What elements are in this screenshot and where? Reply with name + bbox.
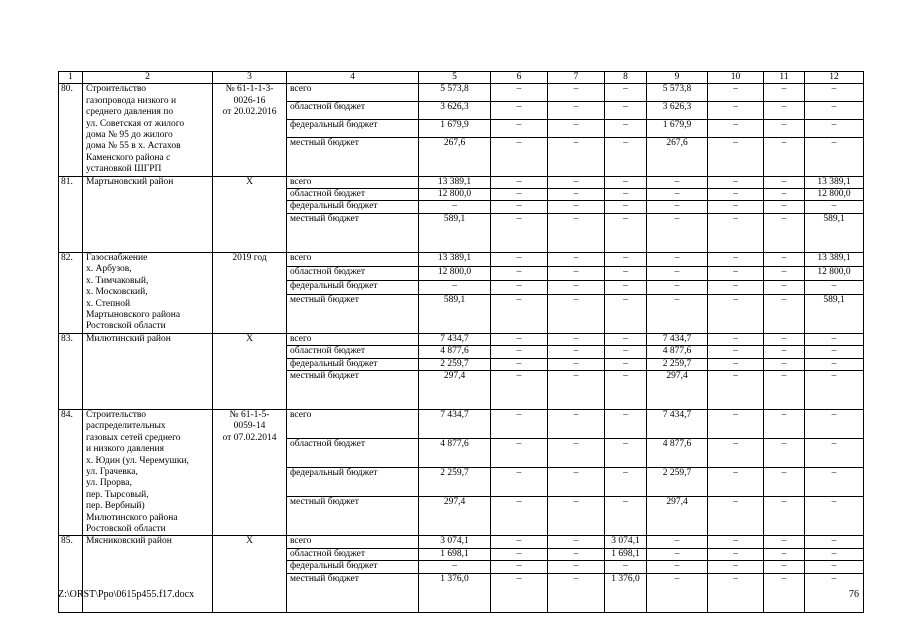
funding-value: – (491, 439, 548, 468)
funding-value: – (548, 176, 605, 188)
funding-value: – (548, 468, 605, 497)
document-reference: 2019 год (213, 252, 287, 333)
funding-value: – (764, 370, 805, 409)
table-row (59, 409, 864, 438)
header-row (59, 72, 864, 84)
funding-value: 1 698,1 (419, 548, 491, 560)
funding-value: – (805, 409, 864, 438)
funding-value: – (647, 280, 708, 294)
funding-value: – (491, 266, 548, 280)
funding-value: – (491, 497, 548, 536)
footer-page-number: 76 (849, 589, 859, 600)
funding-value: – (548, 119, 605, 137)
funding-value: – (708, 119, 764, 137)
funding-value: – (764, 137, 805, 176)
funding-value: – (708, 346, 764, 358)
funding-value: – (491, 213, 548, 252)
funding-value: – (491, 358, 548, 370)
table-row (59, 252, 864, 266)
funding-value: 1 376,0 (419, 573, 491, 612)
funding-value: 2 259,7 (419, 468, 491, 497)
column-number-header: 10 (708, 72, 764, 84)
funding-source: федеральный бюджет (287, 201, 419, 213)
funding-value: 5 573,8 (647, 84, 708, 102)
funding-value: – (548, 409, 605, 438)
funding-value: 297,4 (419, 497, 491, 536)
funding-value: – (605, 346, 647, 358)
funding-value: – (491, 176, 548, 188)
funding-value: – (708, 497, 764, 536)
funding-value: 297,4 (647, 370, 708, 409)
budget-table (58, 71, 864, 613)
funding-value: – (491, 84, 548, 102)
column-number-header: 7 (548, 72, 605, 84)
funding-value: – (605, 358, 647, 370)
funding-value: – (548, 189, 605, 201)
funding-value: 3 626,3 (419, 102, 491, 120)
funding-value: 4 877,6 (647, 346, 708, 358)
funding-value: – (647, 266, 708, 280)
funding-value: – (805, 119, 864, 137)
funding-value: – (764, 119, 805, 137)
funding-value: – (764, 536, 805, 548)
funding-source: всего (287, 176, 419, 188)
funding-value: – (708, 468, 764, 497)
funding-source: областной бюджет (287, 102, 419, 120)
funding-value: – (708, 573, 764, 612)
funding-value: 589,1 (419, 294, 491, 333)
funding-value: – (647, 294, 708, 333)
column-number-header: 12 (805, 72, 864, 84)
funding-value: – (805, 497, 864, 536)
funding-value: – (708, 548, 764, 560)
funding-source: местный бюджет (287, 137, 419, 176)
funding-value: – (548, 333, 605, 345)
funding-value: – (764, 346, 805, 358)
funding-value: 2 259,7 (647, 358, 708, 370)
project-name: Строительство газопровода низкого и среднего давления по ул. Советская от жилого дома № 95 до жилого дома № 55 в х. Астахов Каменского района с установкой ШГРП (83, 84, 213, 176)
column-number-header: 6 (491, 72, 548, 84)
funding-value: – (548, 439, 605, 468)
funding-value: – (491, 573, 548, 612)
funding-value: – (764, 102, 805, 120)
funding-value: 589,1 (419, 213, 491, 252)
funding-value: 7 434,7 (647, 409, 708, 438)
funding-value: 12 800,0 (419, 266, 491, 280)
funding-value: 7 434,7 (419, 333, 491, 345)
funding-value: – (805, 137, 864, 176)
funding-value: – (708, 252, 764, 266)
document-reference: № 61-1-5- 0059-14 от 07.02.2014 (213, 409, 287, 535)
funding-value: 12 800,0 (805, 189, 864, 201)
funding-value: 4 877,6 (647, 439, 708, 468)
funding-value: – (491, 536, 548, 548)
funding-value: – (708, 266, 764, 280)
funding-value: – (491, 189, 548, 201)
funding-value: – (764, 439, 805, 468)
funding-value: 1 679,9 (419, 119, 491, 137)
funding-source: всего (287, 252, 419, 266)
funding-value: – (805, 439, 864, 468)
table-row (59, 176, 864, 188)
project-name: Мясниковский район (83, 536, 213, 612)
funding-value: – (419, 280, 491, 294)
funding-value: – (605, 280, 647, 294)
column-number-header: 2 (83, 72, 213, 84)
funding-value: – (419, 201, 491, 213)
funding-value: 5 573,8 (419, 84, 491, 102)
funding-value: – (491, 201, 548, 213)
funding-value: – (708, 176, 764, 188)
funding-value: – (491, 409, 548, 438)
funding-value: – (805, 102, 864, 120)
funding-value: – (548, 84, 605, 102)
funding-value: 12 800,0 (419, 189, 491, 201)
funding-value: – (605, 189, 647, 201)
funding-source: областной бюджет (287, 439, 419, 468)
funding-value: – (708, 294, 764, 333)
funding-value: – (647, 573, 708, 612)
funding-value: – (605, 201, 647, 213)
funding-value: 2 259,7 (647, 468, 708, 497)
funding-value: – (605, 84, 647, 102)
funding-value: – (491, 102, 548, 120)
funding-value: 1 376,0 (605, 573, 647, 612)
project-name: Газоснабжение х. Арбузов, х. Тимчаковый, х. Московский, х. Степной Мартыновского района Ростовской области (83, 252, 213, 333)
funding-source: областной бюджет (287, 266, 419, 280)
funding-value: – (605, 370, 647, 409)
funding-value: 3 074,1 (605, 536, 647, 548)
document-reference: Х (213, 333, 287, 409)
funding-value: 13 389,1 (805, 252, 864, 266)
funding-value: – (647, 252, 708, 266)
funding-value: – (764, 280, 805, 294)
column-number-header: 4 (287, 72, 419, 84)
funding-value: – (764, 294, 805, 333)
funding-value: – (764, 189, 805, 201)
funding-value: – (764, 561, 805, 573)
project-name: Милютинский район (83, 333, 213, 409)
funding-value: – (605, 252, 647, 266)
funding-value: – (647, 536, 708, 548)
funding-value: 589,1 (805, 213, 864, 252)
funding-value: – (605, 409, 647, 438)
funding-value: 7 434,7 (419, 409, 491, 438)
funding-value: – (647, 213, 708, 252)
column-number-header: 8 (605, 72, 647, 84)
funding-source: областной бюджет (287, 548, 419, 560)
funding-value: – (647, 561, 708, 573)
document-reference: Х (213, 176, 287, 252)
funding-value: – (548, 252, 605, 266)
funding-source: всего (287, 84, 419, 102)
funding-value: – (491, 370, 548, 409)
funding-value: – (548, 294, 605, 333)
funding-source: федеральный бюджет (287, 468, 419, 497)
funding-value: – (605, 176, 647, 188)
item-number: 85. (59, 536, 83, 612)
funding-value: 2 259,7 (419, 358, 491, 370)
funding-value: – (764, 252, 805, 266)
column-number-header: 1 (59, 72, 83, 84)
funding-value: – (764, 266, 805, 280)
funding-value: – (805, 536, 864, 548)
funding-value: – (548, 536, 605, 548)
document-reference: Х (213, 536, 287, 612)
funding-value: – (605, 333, 647, 345)
funding-source: местный бюджет (287, 573, 419, 612)
funding-value: 3 626,3 (647, 102, 708, 120)
document-reference: № 61-1-1-3- 0026-16 от 20.02.2016 (213, 84, 287, 176)
project-name: Мартыновский район (83, 176, 213, 252)
funding-value: – (805, 84, 864, 102)
funding-source: местный бюджет (287, 294, 419, 333)
funding-value: 1 698,1 (605, 548, 647, 560)
funding-value: – (805, 573, 864, 612)
funding-value: – (548, 137, 605, 176)
funding-value: – (708, 201, 764, 213)
funding-value: – (605, 213, 647, 252)
table-row (59, 536, 864, 548)
funding-source: всего (287, 536, 419, 548)
funding-value: 4 877,6 (419, 439, 491, 468)
funding-value: – (647, 548, 708, 560)
funding-value: – (764, 213, 805, 252)
funding-value: – (548, 370, 605, 409)
funding-source: всего (287, 333, 419, 345)
funding-value: – (805, 280, 864, 294)
funding-value: – (605, 497, 647, 536)
funding-value: – (708, 137, 764, 176)
funding-value: – (548, 346, 605, 358)
funding-value: – (708, 280, 764, 294)
funding-value: – (805, 201, 864, 213)
funding-value: – (708, 370, 764, 409)
item-number: 82. (59, 252, 83, 333)
funding-value: – (764, 573, 805, 612)
funding-value: – (805, 333, 864, 345)
funding-source: федеральный бюджет (287, 561, 419, 573)
funding-value: – (764, 201, 805, 213)
funding-source: местный бюджет (287, 213, 419, 252)
funding-source: местный бюджет (287, 497, 419, 536)
funding-value: – (548, 561, 605, 573)
funding-value: – (764, 176, 805, 188)
funding-value: – (548, 266, 605, 280)
funding-value: – (647, 176, 708, 188)
funding-value: – (548, 573, 605, 612)
funding-value: – (647, 189, 708, 201)
funding-value: – (708, 84, 764, 102)
funding-value: – (491, 548, 548, 560)
funding-value: – (605, 137, 647, 176)
funding-value: 267,6 (419, 137, 491, 176)
project-name: Строительство распределительных газовых сетей среднего и низкого давления х. Юдин (ул. Черемушки, ул. Грачевка, ул. Прорва, пер. Тырсовый, пер. Вербный) Милютинского района Ростовской области (83, 409, 213, 535)
funding-value: – (491, 280, 548, 294)
funding-value: – (708, 213, 764, 252)
funding-value: – (805, 468, 864, 497)
funding-value: – (805, 548, 864, 560)
funding-value: 3 074,1 (419, 536, 491, 548)
item-number: 80. (59, 84, 83, 176)
funding-value: – (548, 102, 605, 120)
funding-value: – (548, 201, 605, 213)
funding-value: – (708, 561, 764, 573)
funding-value: 589,1 (805, 294, 864, 333)
funding-value: – (805, 346, 864, 358)
funding-value: – (548, 358, 605, 370)
funding-value: – (764, 409, 805, 438)
funding-value: – (764, 84, 805, 102)
column-number-header: 5 (419, 72, 491, 84)
funding-value: – (605, 102, 647, 120)
funding-source: областной бюджет (287, 189, 419, 201)
funding-value: – (605, 439, 647, 468)
funding-value: – (491, 119, 548, 137)
funding-value: – (764, 548, 805, 560)
table-row (59, 84, 864, 102)
funding-source: местный бюджет (287, 370, 419, 409)
item-number: 83. (59, 333, 83, 409)
item-number: 81. (59, 176, 83, 252)
funding-value: – (548, 280, 605, 294)
funding-value: 267,6 (647, 137, 708, 176)
funding-value: – (708, 536, 764, 548)
funding-value: – (605, 266, 647, 280)
funding-value: – (605, 561, 647, 573)
funding-value: – (491, 137, 548, 176)
column-number-header: 3 (213, 72, 287, 84)
funding-value: – (708, 189, 764, 201)
funding-value: – (764, 468, 805, 497)
item-number: 84. (59, 409, 83, 535)
funding-value: 1 679,9 (647, 119, 708, 137)
funding-value: 13 389,1 (419, 176, 491, 188)
funding-value: – (805, 561, 864, 573)
funding-value: – (491, 333, 548, 345)
funding-value: – (764, 497, 805, 536)
funding-source: всего (287, 409, 419, 438)
funding-source: федеральный бюджет (287, 119, 419, 137)
funding-value: – (491, 561, 548, 573)
funding-value: 7 434,7 (647, 333, 708, 345)
funding-value: – (708, 409, 764, 438)
funding-value: – (708, 439, 764, 468)
funding-value: 297,4 (419, 370, 491, 409)
funding-source: федеральный бюджет (287, 358, 419, 370)
funding-value: – (764, 358, 805, 370)
funding-value: 297,4 (647, 497, 708, 536)
table-row (59, 333, 864, 345)
funding-value: – (605, 468, 647, 497)
funding-value: – (491, 346, 548, 358)
funding-value: – (764, 333, 805, 345)
funding-value: – (805, 370, 864, 409)
funding-value: – (548, 213, 605, 252)
funding-value: – (708, 333, 764, 345)
funding-value: 13 389,1 (419, 252, 491, 266)
column-number-header: 11 (764, 72, 805, 84)
funding-value: – (548, 548, 605, 560)
funding-source: областной бюджет (287, 346, 419, 358)
funding-value: – (805, 358, 864, 370)
funding-value: – (548, 497, 605, 536)
funding-value: – (491, 252, 548, 266)
funding-value: 12 800,0 (805, 266, 864, 280)
footer-file-path: Z:\ORST\Ppo\0615p455.f17.docx (58, 589, 195, 600)
column-number-header: 9 (647, 72, 708, 84)
funding-value: – (491, 294, 548, 333)
funding-value: 4 877,6 (419, 346, 491, 358)
funding-value: – (419, 561, 491, 573)
funding-value: – (605, 294, 647, 333)
funding-value: – (605, 119, 647, 137)
funding-value: – (491, 468, 548, 497)
funding-value: – (708, 102, 764, 120)
funding-value: – (708, 358, 764, 370)
funding-source: федеральный бюджет (287, 280, 419, 294)
funding-value: – (647, 201, 708, 213)
funding-value: 13 389,1 (805, 176, 864, 188)
